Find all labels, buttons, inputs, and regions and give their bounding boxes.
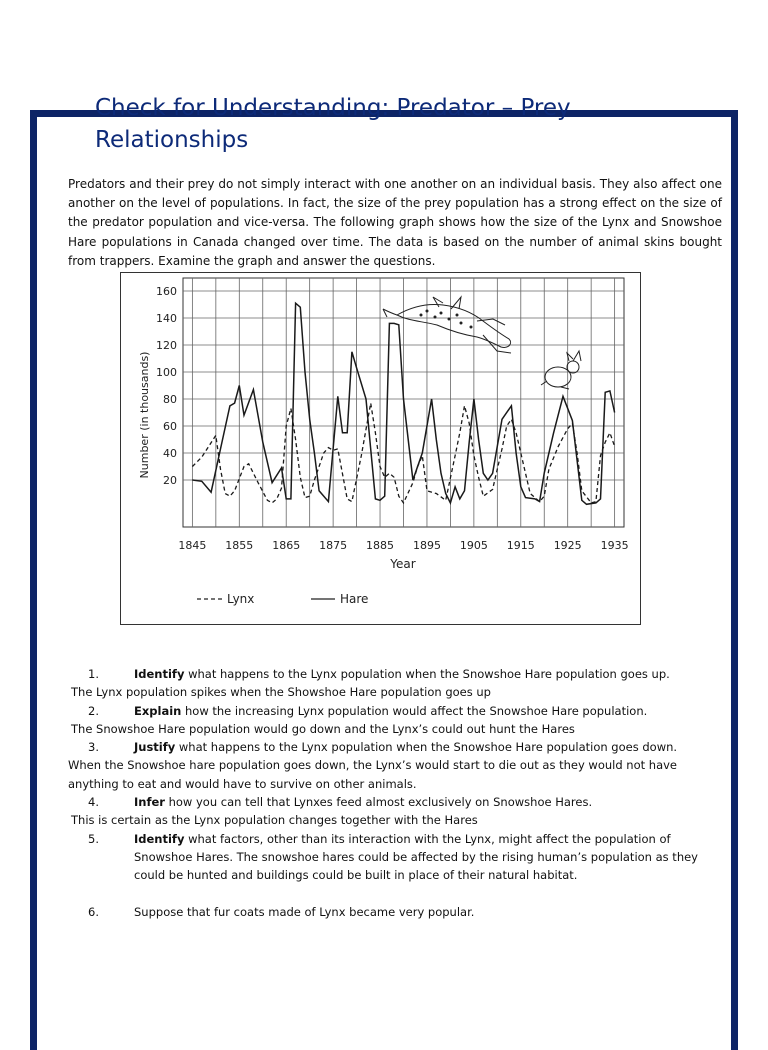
population-chart-svg: [121, 273, 640, 624]
question-verb: Identify: [134, 831, 185, 846]
question-verb: Infer: [134, 795, 165, 810]
x-tick-label: 1885: [366, 539, 395, 552]
chart-legend: [197, 592, 368, 606]
question-text: how you can tell that Lynxes feed almost exclusively on Snowshoe Hares.: [164, 795, 593, 810]
question-text: what factors, other than its interaction with the Lynx, might affect the population of Snowshoe Hares. The snowshoe hares could be affected by the rising human’s population as they could be hunted and buildings could be built in place of their natural habitat.: [134, 831, 698, 883]
question-number: 6.: [88, 904, 99, 919]
question-verb: Justify: [134, 740, 176, 755]
y-tick-label: 60: [163, 420, 177, 433]
x-tick-labels: [178, 539, 628, 552]
intro-paragraph: Predators and their prey do not simply interact with one another on an individual basis. They also affect one another on the level of populations. In fact, the size of the prey population has a strong effect on the size of the predator population and vice-versa. The following graph shows how the size of the Lynx and Snowshoe Hare populations in Canada changed over time. The data is based on the number of animal skins bought from trappers. Examine the graph and answer the questions.: [68, 177, 722, 268]
answer-3: When the Snowshoe hare population goes down, the Lynx’s would start to die out as they would not have anything to eat and would have to survive on other animals.: [68, 758, 678, 791]
question-3: [68, 738, 728, 756]
x-tick-label: 1875: [319, 539, 348, 552]
legend-lynx-label: Lynx: [227, 592, 255, 606]
x-tick-label: 1915: [506, 539, 535, 552]
y-axis-label: Number (in thousands): [138, 351, 151, 479]
question-6: [68, 903, 728, 921]
questions-section: [68, 665, 728, 921]
y-tick-label: 140: [156, 312, 177, 325]
question-text: what happens to the Lynx population when the Snowshoe Hare population goes up.: [184, 667, 670, 681]
y-tick-label: 120: [156, 339, 177, 352]
question-5: [68, 830, 728, 885]
x-tick-label: 1895: [412, 539, 441, 552]
legend-hare-label: Hare: [340, 592, 369, 606]
x-tick-label: 1905: [459, 539, 488, 552]
question-number: 1.: [88, 667, 99, 681]
question-2: [68, 702, 728, 720]
question-text: Suppose that fur coats made of Lynx became very popular.: [134, 904, 475, 919]
x-tick-label: 1845: [178, 539, 207, 552]
page-title: Check for Understanding: Predator – Prey Relationships: [95, 95, 571, 153]
answer-2: The Snowshoe Hare population would go down and the Lynx’s could out hunt the Hares: [71, 721, 575, 736]
answer-4: This is certain as the Lynx population changes together with the Hares: [71, 813, 478, 828]
question-number: 2.: [88, 703, 99, 718]
y-tick-label: 100: [156, 366, 177, 379]
question-verb: Identify: [134, 667, 185, 681]
sitting-hare-drawing: [541, 351, 581, 389]
x-tick-label: 1935: [600, 539, 629, 552]
question-number: 4.: [88, 795, 99, 810]
y-tick-label: 160: [156, 285, 177, 298]
question-1: [68, 665, 728, 683]
question-text: how the increasing Lynx population would affect the Snowshoe Hare population.: [181, 703, 648, 718]
question-number: 3.: [88, 740, 99, 755]
y-tick-labels: [156, 285, 177, 487]
population-chart: [120, 272, 641, 625]
x-axis-label: Year: [390, 557, 416, 571]
question-verb: Explain: [134, 703, 182, 718]
question-4: [68, 793, 728, 811]
x-tick-label: 1925: [553, 539, 582, 552]
x-tick-label: 1855: [225, 539, 254, 552]
y-tick-label: 40: [163, 447, 177, 460]
x-tick-label: 1865: [272, 539, 301, 552]
question-number: 5.: [88, 831, 99, 846]
answer-1: The Lynx population spikes when the Showshoe Hare population goes up: [71, 685, 491, 700]
y-tick-label: 80: [163, 393, 177, 406]
y-tick-label: 20: [163, 474, 177, 487]
question-text: what happens to the Lynx population when the Snowshoe Hare population goes down.: [175, 740, 678, 755]
